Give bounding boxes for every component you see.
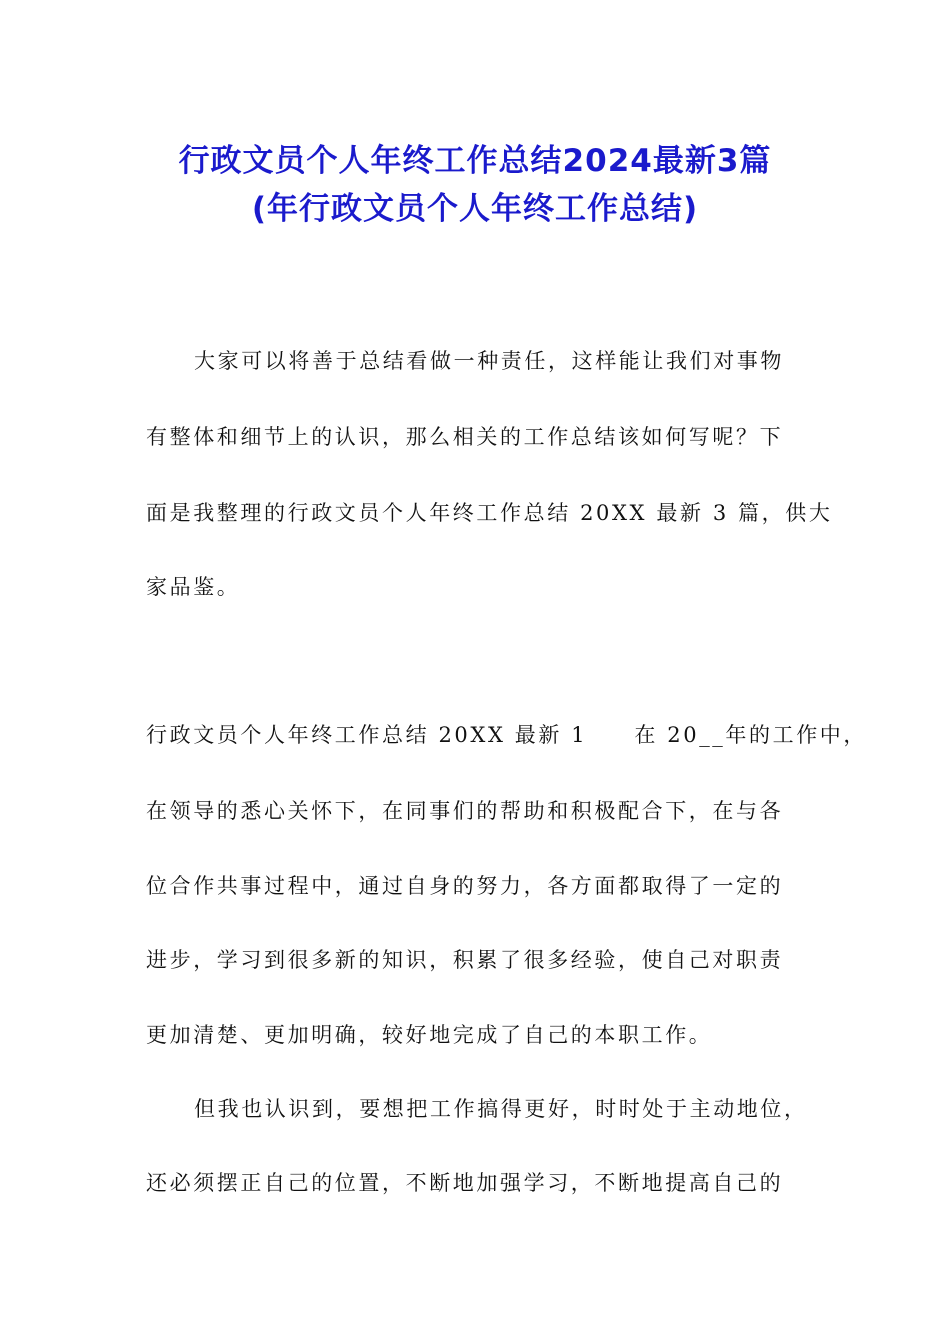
document-title-line-1: 行政文员个人年终工作总结2024最新3篇 — [178, 143, 772, 179]
section1-line-3: 位合作共事过程中，通过自身的努力，各方面都取得了一定的 — [146, 874, 784, 898]
section1-line-4: 进步，学习到很多新的知识，积累了很多经验，使自己对职责 — [146, 948, 784, 972]
section2-line-2: 还必须摆正自己的位置，不断地加强学习，不断地提高自己的 — [146, 1171, 784, 1195]
intro-line-1: 大家可以将善于总结看做一种责任，这样能让我们对事物 — [194, 349, 784, 373]
section1-line-2: 在领导的悉心关怀下，在同事们的帮助和积极配合下，在与各 — [146, 799, 784, 823]
section2-line-1: 但我也认识到，要想把工作搞得更好，时时处于主动地位， — [194, 1097, 808, 1121]
intro-line-3: 面是我整理的行政文员个人年终工作总结 20XX 最新 3 篇，供大 — [146, 501, 833, 525]
document-title-line-2: (年行政文员个人年终工作总结) — [251, 191, 699, 227]
intro-line-2: 有整体和细节上的认识，那么相关的工作总结该如何写呢？下 — [146, 425, 784, 449]
section1-line-5: 更加清楚、更加明确，较好地完成了自己的本职工作。 — [146, 1023, 713, 1047]
intro-line-4: 家品鉴。 — [146, 575, 241, 599]
section1-line-1: 行政文员个人年终工作总结 20XX 最新 1 在 20__年的工作中， — [146, 723, 868, 747]
